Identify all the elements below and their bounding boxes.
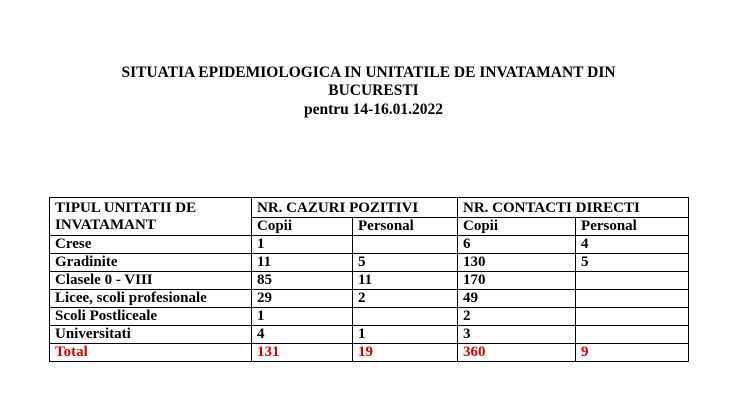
header-unit-type-line1: TIPUL UNITATII DE — [55, 200, 197, 216]
cell-contacts-staff — [576, 272, 689, 290]
cell-unit-type: Crese — [50, 236, 252, 254]
cell-unit-type: Licee, scoli profesionale — [50, 290, 252, 308]
cell-contacts-children: 49 — [458, 290, 576, 308]
document-date: pentru 14-16.01.2022 — [303, 101, 444, 118]
cell-cases-staff — [353, 308, 458, 326]
document-title-line2: BUCURESTI — [328, 82, 419, 99]
cell-cases-children: 29 — [252, 290, 353, 308]
cell-cases-staff: 11 — [353, 272, 458, 290]
table-row — [50, 236, 689, 254]
cell-unit-type: Gradinite — [50, 254, 252, 272]
subheader-contacts-staff: Personal — [576, 218, 689, 236]
subheader-cases-children: Copii — [252, 218, 353, 236]
table-row — [50, 272, 689, 290]
cell-unit-type: Clasele 0 - VIII — [50, 272, 252, 290]
cell-cases-children: 1 — [252, 236, 353, 254]
cell-contacts-staff — [576, 308, 689, 326]
table-row — [50, 290, 689, 308]
table-header-row — [50, 198, 689, 218]
header-positive-cases: NR. CAZURI POZITIVI — [252, 198, 458, 218]
cell-contacts-staff — [576, 326, 689, 344]
subheader-contacts-children: Copii — [458, 218, 576, 236]
table-row — [50, 254, 689, 272]
cell-cases-staff: 5 — [353, 254, 458, 272]
cell-cases-children: 85 — [252, 272, 353, 290]
total-cell-cases-children: 131 — [252, 344, 353, 362]
cell-cases-children: 4 — [252, 326, 353, 344]
header-direct-contacts: NR. CONTACTI DIRECTI — [458, 198, 689, 218]
table-row — [50, 308, 689, 326]
cell-cases-children: 11 — [252, 254, 353, 272]
cell-contacts-staff: 5 — [576, 254, 689, 272]
cell-contacts-staff — [576, 290, 689, 308]
total-cell-unit-type: Total — [50, 344, 252, 362]
cell-cases-staff — [353, 236, 458, 254]
subheader-cases-staff: Personal — [353, 218, 458, 236]
cell-cases-staff: 1 — [353, 326, 458, 344]
epidemiology-table — [49, 197, 689, 362]
total-cell-cases-staff: 19 — [353, 344, 458, 362]
table-row — [50, 326, 689, 344]
cell-contacts-staff: 4 — [576, 236, 689, 254]
cell-contacts-children: 170 — [458, 272, 576, 290]
cell-contacts-children: 130 — [458, 254, 576, 272]
cell-unit-type: Universitati — [50, 326, 252, 344]
document-title-line1: SITUATIA EPIDEMIOLOGICA IN UNITATILE DE INVATAMANT DIN — [121, 64, 616, 81]
cell-contacts-children: 6 — [458, 236, 576, 254]
cell-cases-staff: 2 — [353, 290, 458, 308]
cell-cases-children: 1 — [252, 308, 353, 326]
table-total-row — [50, 344, 689, 362]
total-cell-contacts-children: 360 — [458, 344, 576, 362]
header-unit-type — [50, 198, 252, 236]
cell-contacts-children: 3 — [458, 326, 576, 344]
header-unit-type-line2: INVATAMANT — [55, 217, 156, 233]
total-cell-contacts-staff: 9 — [576, 344, 689, 362]
cell-unit-type: Scoli Postliceale — [50, 308, 252, 326]
cell-contacts-children: 2 — [458, 308, 576, 326]
